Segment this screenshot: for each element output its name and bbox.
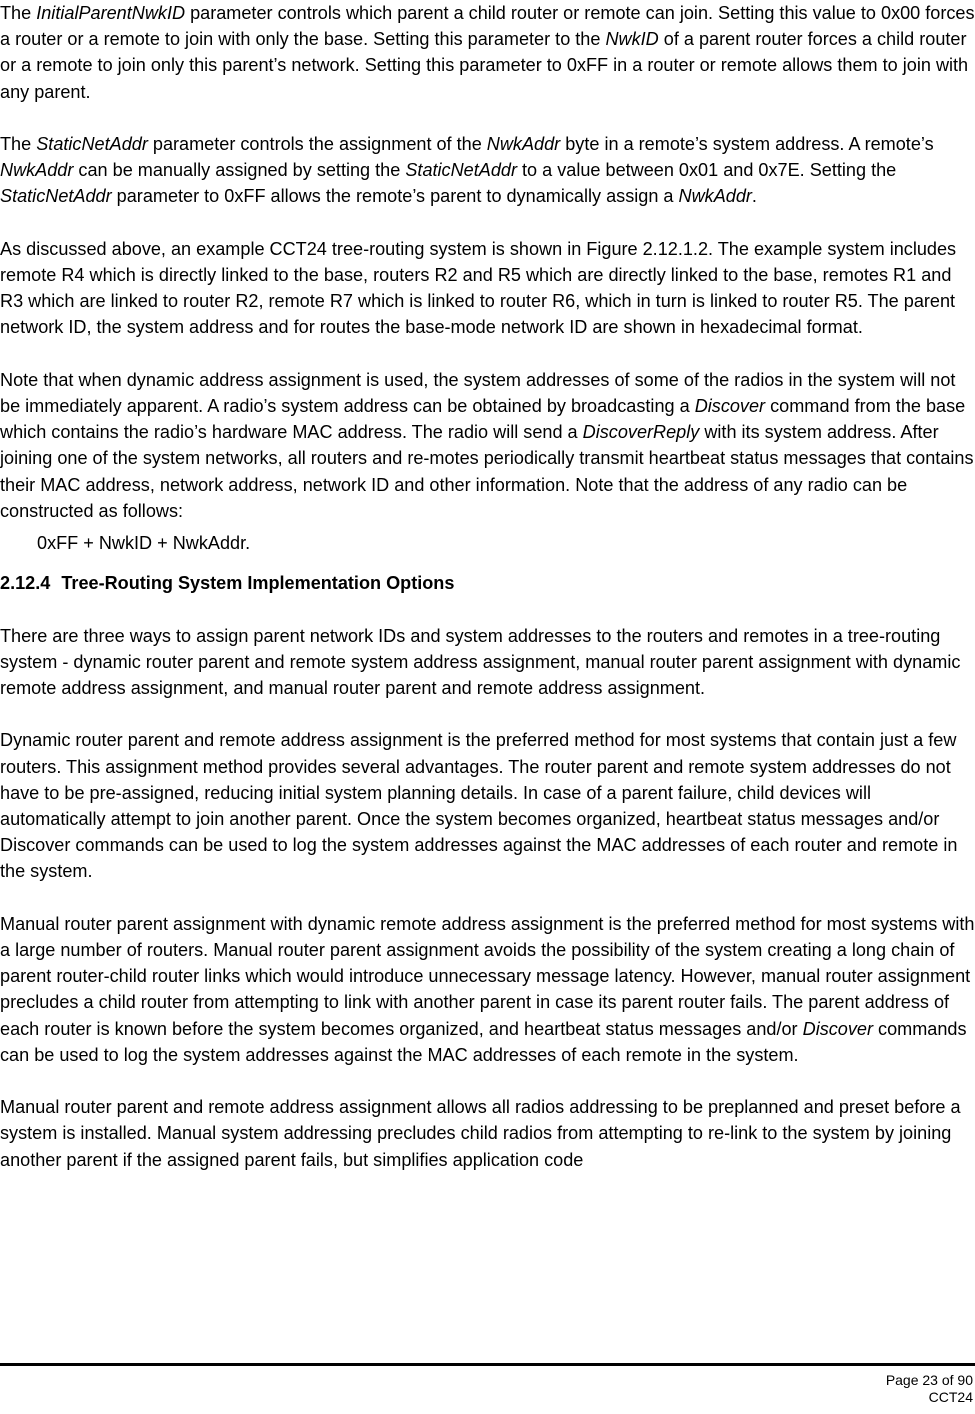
paragraph-manual-full-assignment: Manual router parent and remote address assignment allows all radios addressing to be preplanned and preset before a system is installed. Manual system addressing precludes child radios from attempting to re-link to the system by joining another parent if the assigned parent fails, but simplifies application code [0, 1097, 961, 1170]
section-heading [0, 570, 975, 596]
address-formula: 0xFF + NwkID + NwkAddr. [37, 533, 251, 554]
param-initial-parent-nwkid: InitialParentNwkID [36, 3, 186, 23]
paragraph-initial-parent-nwkid: The InitialParentNwkID parameter controls which parent a child router or remote can join. Setting this value to 0x00 forces a router or a remote to join with only the base. Setting this parameter to the NwkID of a parent router forces a child router or a remote to join only this parent’s network. Setting this parameter to 0xFF in a router or remote allows them to join with any parent. [0, 3, 975, 102]
param-static-net-addr: StaticNetAddr [36, 134, 148, 154]
footer-divider [0, 1363, 975, 1366]
paragraph-example-system: As discussed above, an example CCT24 tree-routing system is shown in Figure 2.12.1.2. The example system includes remote R4 which is directly linked to the base, routers R2 and R5 which are directly linked to the base, remotes R1 and R3 which are linked to router R2, remote R7 which is linked to router R6, which in turn is linked to router R5. The parent network ID, the system address and for routes the base-mode network ID are shown in hexadecimal format. [0, 238, 957, 338]
section-number: 2.12.4 [0, 573, 51, 594]
paragraph-static-net-addr: The StaticNetAddr parameter controls the assignment of the NwkAddr byte in a remote’s system address. A remote’s NwkAddr can be manually assigned by setting the StaticNetAddr to a value between 0x01 and 0x7E. Setting the StaticNetAddr parameter to 0xFF allows the remote’s parent to dynamically assign a NwkAddr. [0, 134, 934, 207]
command-discover-reply: DiscoverReply [582, 422, 700, 443]
page-number: Page 23 of 90 [885, 1372, 973, 1388]
page-footer [886, 1372, 973, 1406]
param-nwkid: NwkID [605, 29, 659, 50]
param-static-net-addr: StaticNetAddr [0, 186, 112, 207]
param-nwkaddr: NwkAddr [0, 160, 74, 181]
document-id: CCT24 [928, 1389, 973, 1405]
paragraph-dynamic-assignment: Dynamic router parent and remote address assignment is the preferred method for most systems that contain just a few routers. This assignment method provides several advantages. The router parent and remote system addresses do not have to be pre-assigned, reducing initial system planning details. In case of a parent failure, child devices will automatically attempt to join another parent. Once the system becomes organized, heartbeat status messages and/or Discover commands can be used to log the system addresses against the MAC addresses of each router and remote in the system. [0, 730, 958, 882]
paragraph-dynamic-address-note: Note that when dynamic address assignment is used, the system addresses of some of the radios in the system will not be immediately apparent. A radio’s system address can be obtained by broadcasting a Discover command from the base which contains the radio’s hardware MAC address. The radio will send a DiscoverReply with its system address. After joining one of the system networks, all routers and re-motes periodically transmit heartbeat status messages that contains their MAC address, network address, network ID and other information. Note that the address of any radio can be constructed as follows: [0, 369, 974, 521]
param-nwkaddr: NwkAddr [486, 134, 561, 154]
command-discover: Discover [802, 1018, 874, 1039]
paragraph-manual-router-parent: Manual router parent assignment with dynamic remote address assignment is the preferred method for most systems with a large number of routers. Manual router parent assignment avoids the possibility of the system creating a long chain of parent router-child router links which would introduce unnecessary message latency. However, manual router assignment precludes a child router from attempting to link with another parent in case its parent router fails. The parent address of each router is known before the system becomes organized, and heartbeat status messages and/or Discover commands can be used to log the system addresses against the MAC addresses of each remote in the system. [0, 913, 975, 1065]
command-discover: Discover [694, 396, 766, 416]
paragraph-three-ways: There are three ways to assign parent network IDs and system addresses to the routers and remotes in a tree-routing system - dynamic router parent and remote system address assignment, manual router parent assignment with dynamic remote address assignment, and manual router parent and remote address assignment. [0, 625, 961, 699]
section-title: Tree-Routing System Implementation Options [61, 573, 455, 594]
param-nwkaddr: NwkAddr [678, 186, 752, 207]
param-static-net-addr: StaticNetAddr [405, 160, 517, 181]
